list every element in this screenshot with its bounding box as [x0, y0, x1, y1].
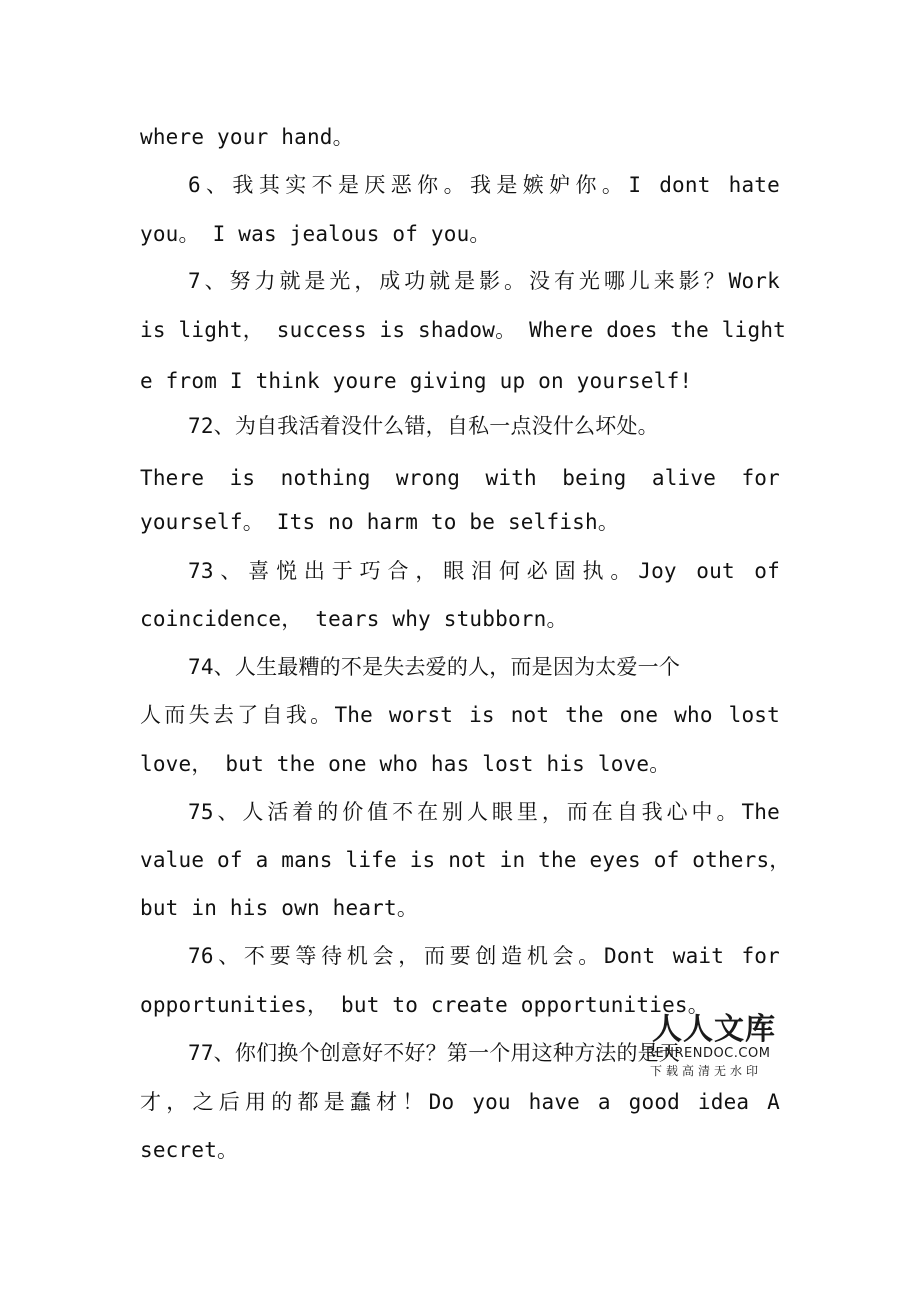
text-line: 77、你们换个创意好不好？第一个用这种方法的是天 [188, 1041, 681, 1065]
text-line: you。 I was jealous of you。 [140, 222, 491, 246]
text-line: 才，之后用的都是蠢材！Do you have a good idea A [140, 1090, 780, 1114]
text-line: e from I think youre giving up on yourself! [140, 369, 693, 393]
text-line: 6、我其实不是厌恶你。我是嫉妒你。I dont hate [188, 173, 780, 197]
text-line: opportunities， but to create opportunities。 [140, 993, 709, 1017]
text-line: but in his own heart。 [140, 896, 419, 920]
watermark-subtitle: 下载高清无水印 [650, 1064, 763, 1078]
text-line: love， but the one who has lost his love。 [140, 752, 671, 776]
text-line: 76、不要等待机会，而要创造机会。Dont wait for [188, 944, 780, 968]
text-line: yourself。 Its no harm to be selfish。 [140, 510, 620, 534]
text-line: value of a mans life is not in the eyes of others， [140, 848, 791, 872]
text-line: 72、为自我活着没什么错，自私一点没什么坏处。 [188, 414, 659, 438]
text-line: 73、喜悦出于巧合，眼泪何必固执。Joy out of [188, 559, 780, 583]
text-line: secret。 [140, 1138, 239, 1162]
text-line: 7、努力就是光，成功就是影。没有光哪儿来影？Work [188, 269, 780, 293]
text-line: There is nothing wrong with being alive for [140, 466, 780, 490]
text-line: 75、人活着的价值不在别人眼里，而在自我心中。The [188, 800, 780, 824]
watermark-title: 人人文库 [652, 1012, 776, 1047]
text-line: where your hand。 [140, 125, 354, 149]
text-line: 74、人生最糟的不是失去爱的人，而是因为太爱一个 [188, 655, 681, 679]
watermark-logo [640, 1012, 780, 1082]
watermark-url: RENRENDOC.COM [646, 1046, 771, 1061]
text-line: 人而失去了自我。The worst is not the one who lost [140, 703, 780, 727]
text-line: coincidence， tears why stubborn。 [140, 607, 568, 631]
text-line: is light， success is shadow。 Where does the light [140, 318, 787, 342]
